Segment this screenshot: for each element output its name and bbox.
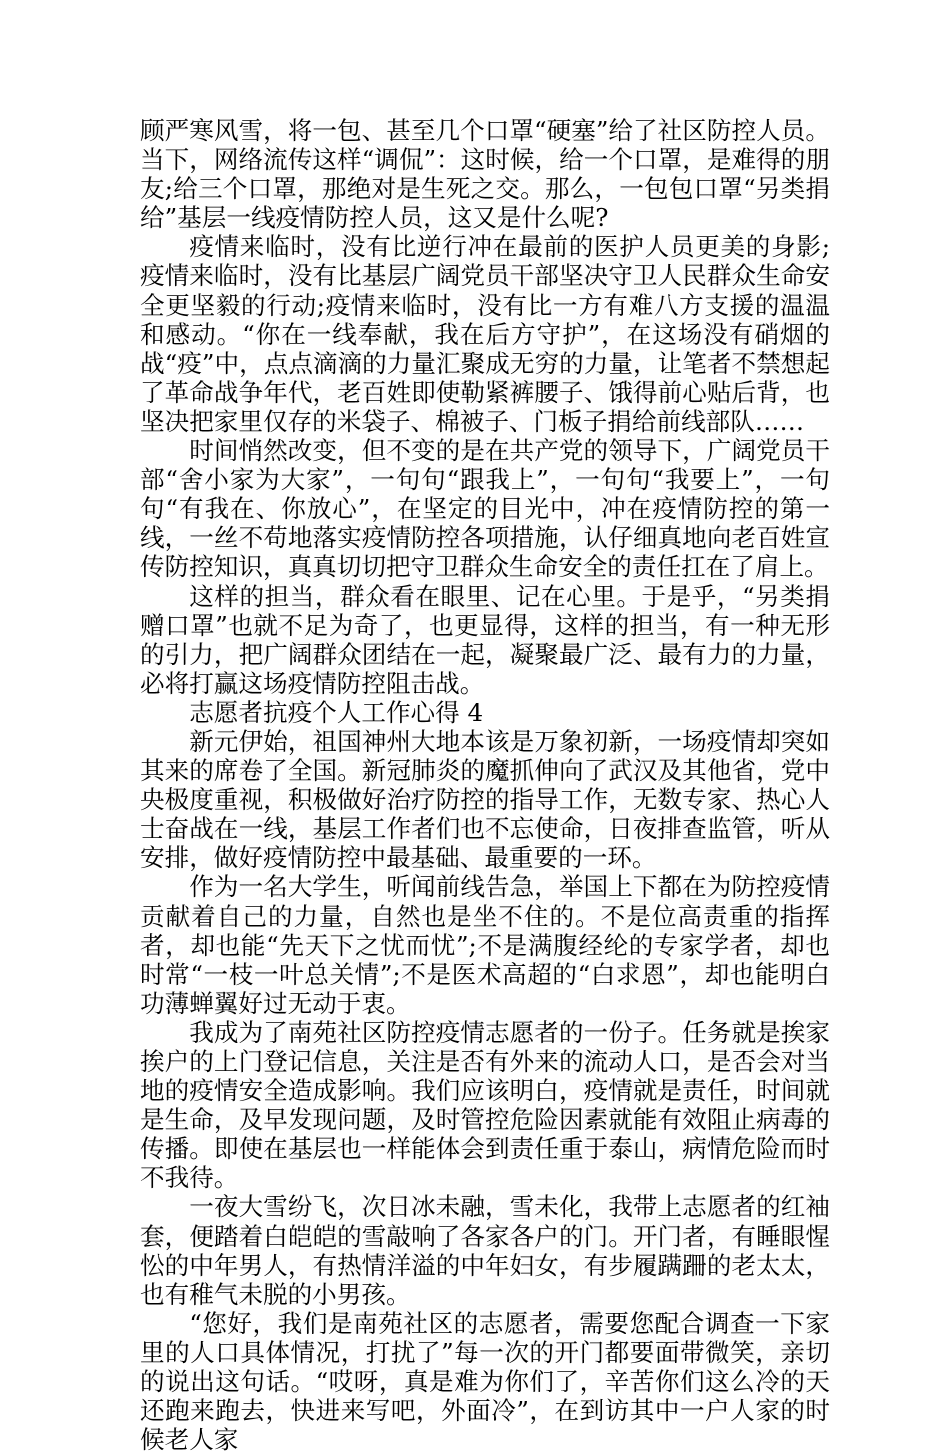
paragraph: “您好，我们是南苑社区的志愿者，需要您配合调查一下家里的人口具体情况，打扰了”每一次的开门都要面带微笑，亲切的说出这句话。“哎呀，真是难为你们了，辛苦你们这么冷的天还跑来跑去，快进来写吧，外面冷”，在到访其中一户人家的时候老人家 xyxy=(140,1308,830,1454)
paragraph: 疫情来临时，没有比逆行冲在最前的医护人员更美的身影;疫情来临时，没有比基层广阔党员干部坚决守卫人民群众生命安全更坚毅的行动;疫情来临时，没有比一方有难八方支援的温温和感动。“你在一线奉献，我在后方守护”，在这场没有硝烟的战“疫”中，点点滴滴的力量汇聚成无穷的力量，让笔者不禁想起了革命战争年代，老百姓即使勒紧裤腰子、饿得前心贴后背，也坚决把家里仅存的米袋子、棉被子、门板子捐给前线部队…… xyxy=(140,232,830,436)
paragraph: 新元伊始，祖国神州大地本该是万象初新，一场疫情却突如其来的席卷了全国。新冠肺炎的魔抓伸向了武汉及其他省，党中央极度重视，积极做好治疗防控的指导工作，无数专家、热心人士奋战在一线，基层工作者们也不忘使命，日夜排查监管，听从安排，做好疫情防控中最基础、最重要的一环。 xyxy=(140,726,830,873)
paragraph: 这样的担当，群众看在眼里、记在心里。于是乎，“另类捐赠口罩”也就不足为奇了，也更显得，这样的担当，有一种无形的引力，把广阔群众团结在一起，凝聚最广泛、最有力的力量，必将打赢这场疫情防控阻击战。 xyxy=(140,581,830,698)
paragraph: 时间悄然改变，但不变的是在共产党的领导下，广阔党员干部“舍小家为大家”，一句句“跟我上”，一句句“我要上”，一句句“有我在、你放心”，在坚定的目光中，冲在疫情防控的第一线，一丝不苟地落实疫情防控各项措施，认仔细真地向老百姓宣传防控知识，真真切切把守卫群众生命安全的责任扛在了肩上。 xyxy=(140,436,830,582)
document-body xyxy=(140,116,830,1454)
paragraph: 我成为了南苑社区防控疫情志愿者的一份子。任务就是挨家挨户的上门登记信息，关注是否有外来的流动人口，是否会对当地的疫情安全造成影响。我们应该明白，疫情就是责任，时间就是生命，及早发现问题，及时管控危险因素就能有效阻止病毒的传播。即使在基层也一样能体会到责任重于泰山，病情危险而时不我待。 xyxy=(140,1017,830,1193)
section-heading: 志愿者抗疫个人工作心得 4 xyxy=(189,697,484,727)
paragraph: 作为一名大学生，听闻前线告急，举国上下都在为防控疫情贡献着自己的力量，自然也是坐不住的。不是位高责重的指挥者，却也能“先天下之忧而忧”;不是满腹经纶的专家学者，却也时常“一枝一叶总关情”;不是医术高超的“白求恩”，却也能明白功薄蝉翼好过无动于衷。 xyxy=(140,872,830,1018)
paragraph: 一夜大雪纷飞，次日冰未融，雪未化，我带上志愿者的红袖套，便踏着白皑皑的雪敲响了各家各户的门。开门者，有睡眼惺忪的中年男人，有热情洋溢的中年妇女，有步履蹒跚的老太太，也有稚气未脱的小男孩。 xyxy=(140,1192,830,1309)
paragraph-continuation: 顾严寒风雪，将一包、甚至几个口罩“硬塞”给了社区防控人员。当下，网络流传这样“调侃”：这时候，给一个口罩，是难得的朋友;给三个口罩，那绝对是生死之交。那么，一包包口罩“另类捐给”基层一线疫情防控人员，这又是什么呢? xyxy=(140,116,830,233)
